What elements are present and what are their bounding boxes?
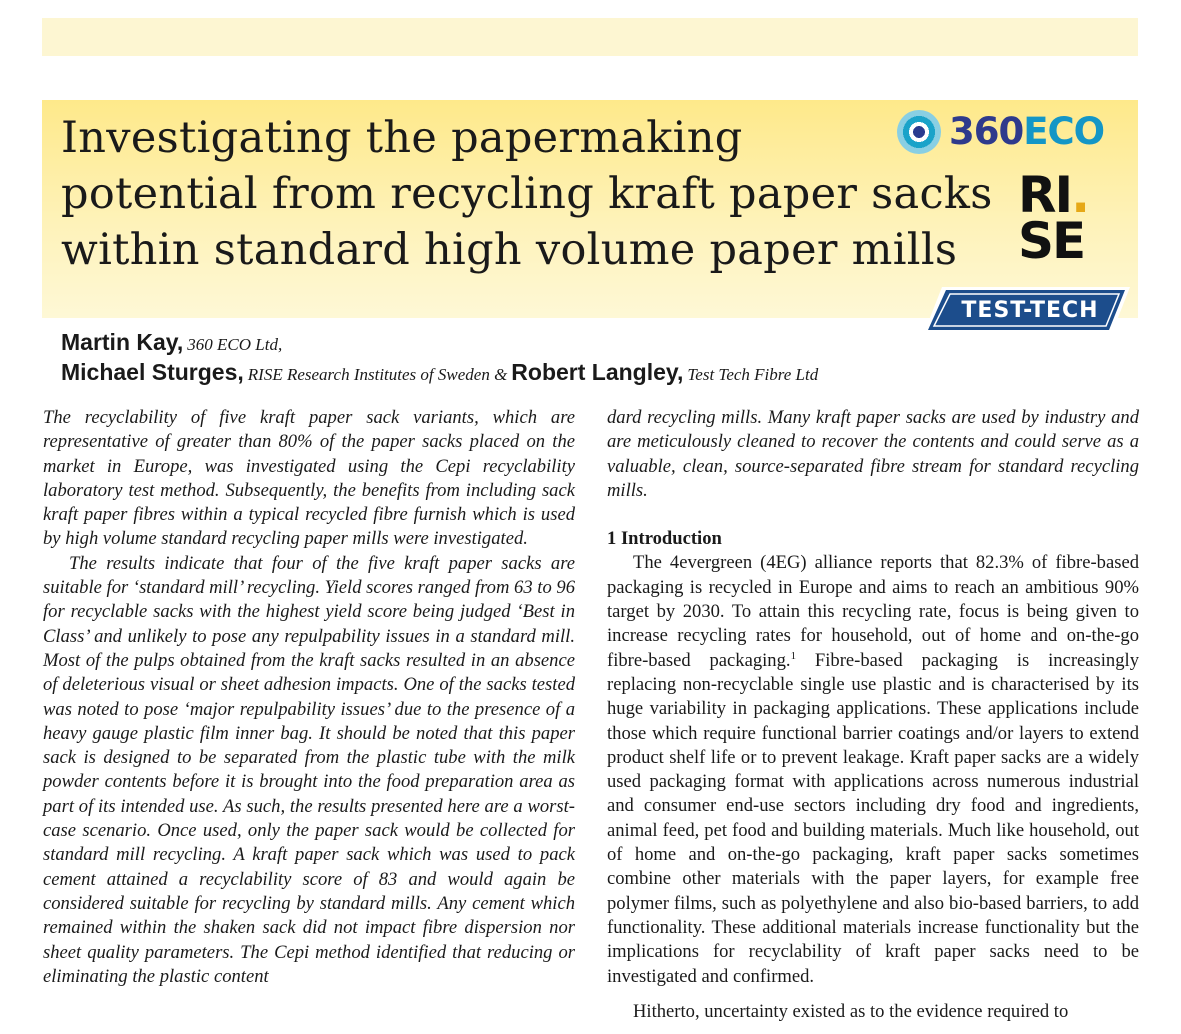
body-paragraph: Hitherto, uncertainty existed as to the evidence required to <box>633 1000 1069 1022</box>
author-line <box>61 327 1061 358</box>
author-name: Martin Kay, <box>61 329 184 355</box>
title-line: potential from recycling kraft paper sacks <box>61 169 993 219</box>
right-column <box>607 406 1139 1024</box>
title-line: within standard high volume paper mills <box>61 225 958 275</box>
author-name: Michael Sturges, <box>61 359 244 385</box>
top-color-strip <box>42 18 1138 56</box>
article-title <box>61 110 1001 278</box>
360-eco-wordmark: 360ECO <box>949 110 1105 153</box>
author-affiliation: Test Tech Fibre Ltd <box>687 365 819 384</box>
author-line <box>61 357 1061 388</box>
rise-logo: RI. SE <box>1018 166 1089 270</box>
concentric-ring-icon <box>897 110 941 154</box>
abstract-paragraph: dard recycling mills. Many kraft paper sacks are used by industry and are meticulously cleaned to recover the contents and could serve as a valuable, clean, source-separated fibre stream for standard recycling mills. <box>607 407 1139 501</box>
abstract-paragraph: The recyclability of five kraft paper sack variants, which are representative of greater than 80% of the paper sacks placed on the market in Europe, was investigated using the Cepi recyclability laboratory test method. Subsequently, the benefits from including sack kraft paper fibres within a typical recycled fibre furnish which is used by high volume standard recycling paper mills were investigated. <box>43 407 575 550</box>
360-eco-logo <box>897 110 1127 154</box>
author-affiliation: 360 ECO Ltd, <box>187 335 283 354</box>
abstract-paragraph: The results indicate that four of the five kraft paper sacks are suitable for ‘standard mill’ recycling. Yield scores ranged from 63 to 96 for recyclable sacks with the highest yield score being judged ‘Best in Class’ and unlikely to pose any repulpability issues in a standard mill. Most of the pulps obtained from the kraft sacks resulted in an absence of deleterious visual or sheet adhesion impacts. One of the sacks tested was noted to pose ‘major repulpability issues’ due to the presence of a heavy gauge plastic film inner bag. It should be noted that this paper sack is designed to be separated from the plastic tube with the milk powder contents before it is brought into the food preparation area as part of its intended use. As such, the results presented here are a worst-case scenario. Once used, only the paper sack would be collected for standard mill recycling. A kraft paper sack which was used to pack cement attained a recyclability score of 83 and would again be considered suitable for recycling by standard mills. Any cement which remained within the shaken sack did not impact fibre dispersion nor sheet quality parameters. The Cepi method identified that reducing or eliminating the plastic content <box>43 552 575 987</box>
section-heading: 1 Introduction <box>607 528 722 550</box>
title-line: Investigating the papermaking <box>61 113 743 163</box>
author-affiliation: RISE Research Institutes of Sweden & <box>247 365 508 384</box>
footnote-ref: 1 <box>790 649 797 662</box>
author-name: Robert Langley, <box>511 359 684 385</box>
body-paragraph: The 4evergreen (4EG) alliance reports that 82.3% of fibre-based packaging is recycled in Europe and aims to reach an ambitious 90% target by 2030. To attain this recycling rate, focus is being given to increase recycling rates for household, out of home and on-the-go fibre-based packaging.$^1$ Fibre-based packaging is increasingly replacing non-recyclable single use plastic and is characterised by its huge variability in packaging applications. These applications include those which require functional barrier coatings and/or layers to extend product shelf life or to prevent leakage. Kraft paper sacks are a widely used packaging format with applications across numerous industrial and consumer end-use sectors including dry food and ingredients, animal feed, pet food and building materials. Much like household, out of home and on-the-go packaging, kraft paper sacks sometimes combine other materials with the paper layers, for example free polymer films, such as polyethylene and also bio-based barriers, to add functionality. These additional materials increase functionality but the implications for recyclability of kraft paper sacks need to be investigated and confirmed. <box>607 552 1139 987</box>
test-tech-wordmark: TEST-TECH <box>961 297 1099 323</box>
abstract-column <box>43 406 575 989</box>
author-block <box>61 327 1061 388</box>
